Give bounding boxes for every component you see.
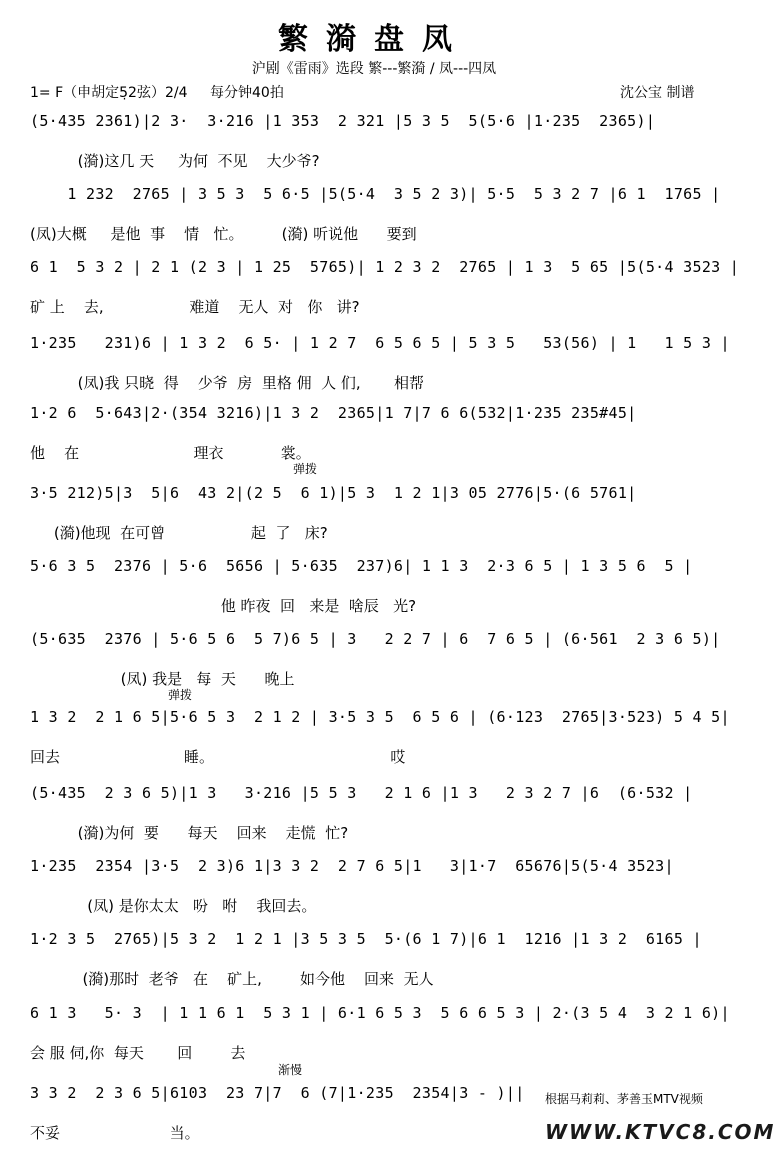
score-subtitle: 沪剧《雷雨》选段 繁---繁漪 / 凤---四凤 (251, 61, 497, 77)
notation-line: 3 3 2 2 3 6 5|6103 23 7|7 6 (7|1·235 2354|3 - )|| (30, 1084, 525, 1102)
lyrics-line: (漪)这几 天 为何 不见 大少爷? (30, 152, 320, 170)
score-system (30, 930, 730, 1002)
score-system (30, 557, 730, 629)
notation-line: (5·435 2 3 6 5)|1 3 3·216 |5 5 3 2 1 6 |1 3 2 3 2 7 |6 (6·532 | (30, 784, 693, 802)
score-title: 繁漪盘凤 (278, 22, 470, 57)
score-system (30, 630, 730, 702)
notation-line: 1 232 2765 | 3 5 3 5 6·5 |5(5·4 3 5 2 3)| 5·5 5 3 2 7 |6 1 1765 | (30, 185, 721, 203)
lyrics-line: (凤)我 只晓 得 少爷 房 里格 佣 人 们, 相帮 (30, 374, 425, 392)
tanbo-mark-1: 弹拨 (293, 462, 318, 476)
notation-line: 1·235 231)6 | 1 3 2 6 5· | 1 2 7 6 5 6 5 | 5 3 5 53(56) | 1 1 5 3 | (30, 334, 730, 352)
lyrics-line: (凤)大概 是他 事 情 忙。 (漪) 听说他 要到 (30, 225, 417, 243)
lyrics-line: (凤) 是你太太 吩 咐 我回去。 (30, 897, 317, 915)
lyrics-line: 矿 上 去, 难道 无人 对 你 讲? (30, 298, 360, 316)
jianman-mark: 渐慢 (278, 1063, 303, 1077)
score-system (30, 708, 730, 780)
source-footnote: 根据马莉莉、茅善玉MTV视频 (545, 1092, 703, 1106)
tempo-marking: 每分钟40拍 (210, 85, 284, 101)
lyrics-line: 不妥 当。 (30, 1124, 200, 1142)
score-system (30, 784, 730, 856)
score-system (30, 1004, 730, 1076)
notation-line: (5·635 2376 | 5·6 5 6 5 7)6 5 | 3 2 2 7 | 6 7 6 5 | (6·561 2 3 6 5)| (30, 630, 721, 648)
key-signature: 1= F（申胡定5̣2弦）2/4 (30, 85, 188, 101)
lyrics-line: 会 服 伺,你 每天 回 去 (30, 1044, 246, 1062)
site-watermark: WWW.KTVC8.COM (545, 1120, 775, 1144)
notation-line: 1·2 6 5·643|2·(354 3216)|1 3 2 2365|1 7|7 6 6(532|1·235 235#45| (30, 404, 637, 422)
lyrics-line: 回去 睡。 哎 (30, 748, 406, 766)
notation-line: 1 3 2 2 1 6 5|5·6 5 3 2 1 2 | 3·5 3 5 6 5 6 | (6·123 2765|3·523) 5 4 5| (30, 708, 730, 726)
lyrics-line: (漪)他现 在可曾 起 了 床? (30, 524, 328, 542)
notation-line: 6 1 5 3 2 | 2 1 (2 3 | 1 25 5765)| 1 2 3 2 2765 | 1 3 5 65 |5(5·4 3523 | (30, 258, 740, 276)
notation-line: (5·435 2361)|2 3· 3·216 |1 353 2 321 |5 3 5 5(5·6 |1·235 2365)| (30, 112, 656, 130)
lyrics-line: 他 在 理衣 裳。 (30, 444, 311, 462)
score-system (30, 185, 730, 257)
arranger-credit: 沈公宝 制谱 (620, 85, 695, 101)
lyrics-line: 他 昨夜 回 来是 啥辰 光? (30, 597, 417, 615)
lyrics-line: (凤) 我是 每 天 晚上 (30, 670, 295, 688)
notation-line: 1·2 3 5 2765)|5 3 2 1 2 1 |3 5 3 5 5·(6 1 7)|6 1 1216 |1 3 2 6165 | (30, 930, 702, 948)
score-system (30, 258, 740, 330)
score-system (30, 404, 730, 476)
score-system (30, 112, 730, 184)
score-system (30, 484, 730, 556)
notation-line: 5·6 3 5 2376 | 5·6 5656 | 5·635 237)6| 1 1 3 2·3 6 5 | 1 3 5 6 5 | (30, 557, 693, 575)
notation-line: 1·235 2354 |3·5 2 3)6 1|3 3 2 2 7 6 5|1 3|1·7 65676|5(5·4 3523| (30, 857, 674, 875)
tanbo-mark-2: 弹拨 (168, 688, 193, 702)
lyrics-line: (漪)那时 老爷 在 矿上, 如今他 回来 无人 (30, 970, 434, 988)
notation-line: 6 1 3 5· 3 | 1 1 6 1 5 3 1 | 6·1 6 5 3 5 6 6 5 3 | 2·(3 5 4 3 2 1 6)| (30, 1004, 730, 1022)
score-system (30, 857, 730, 929)
score-system (30, 334, 730, 406)
notation-line: 3·5 212)5|3 5|6 43 2|(2 5 6 1)|5 3 1 2 1|3 05 2776|5·(6 5761| (30, 484, 637, 502)
lyrics-line: (漪)为何 要 每天 回来 走慌 忙? (30, 824, 349, 842)
